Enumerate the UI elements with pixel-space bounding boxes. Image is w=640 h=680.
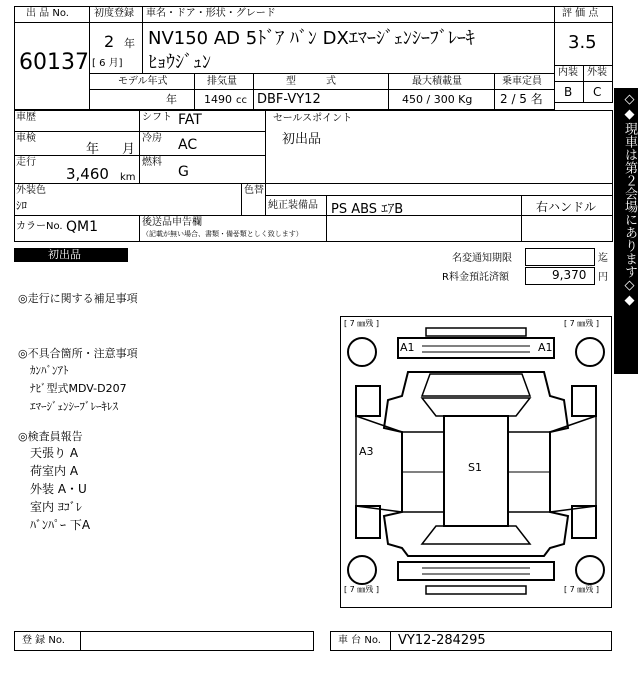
aftermarket-label: 後送品申告欄 (142, 217, 202, 228)
damage-mark: A1 (538, 341, 553, 354)
score-value: 3.5 (568, 32, 597, 53)
car-name-line2: ﾋｮｳｼﾞｭﾝ (148, 52, 211, 73)
rear-bumper (398, 562, 554, 580)
inspector-item: ﾊﾞﾝﾊﾟｰ 下A (30, 518, 91, 532)
score-label: 評 価 点 (562, 8, 599, 19)
ext-color-label: 外装色 (16, 185, 46, 196)
tire-rear-left (348, 556, 376, 584)
type-value: DBF-VY12 (257, 92, 321, 107)
model-year-value: 年 (166, 93, 177, 106)
color-no-value: QM1 (66, 219, 99, 235)
damage-mark: A1 (400, 341, 415, 354)
tire-depth-tag: [ 7 ㎜残 ] (344, 319, 379, 328)
recycle-value: 9,370 (552, 268, 587, 282)
first-reg-year: 2 (104, 32, 115, 51)
inspector-item: 荷室内 A (30, 464, 79, 478)
car-name-line1: NV150 AD 5ﾄﾞｱ ﾊﾞﾝ DXｴﾏｰｼﾞｪﾝｼｰﾌﾞﾚｰｷ (148, 28, 475, 49)
car-name-header-label: 車名・ドア・形状・グレード (146, 8, 276, 19)
damage-mark: A3 (359, 445, 374, 458)
transfer-deadline-field (525, 248, 595, 266)
inspector-item: 天張り A (30, 446, 79, 460)
defect-item: ｶﾝﾊﾞﾝｱﾄ (30, 364, 69, 377)
first-listing-text: 初出品 (48, 248, 81, 261)
transfer-deadline-label: 名変通知期限 (452, 253, 512, 264)
damage-mark: S1 (468, 461, 482, 474)
tire-front-right (576, 338, 604, 366)
max-load-label: 最大積載量 (412, 76, 462, 87)
mileage-unit: km (120, 172, 136, 183)
color-no-label: カラーNo. (16, 221, 63, 232)
interior-value: B (564, 85, 573, 99)
driving-notes-title: ◎走行に関する補足事項 (18, 292, 138, 305)
first-reg-year-unit: 年 (124, 37, 135, 50)
model-year-label: モデル年式 (118, 76, 168, 87)
tire-rear-right (576, 556, 604, 584)
chassis-no-label: 車 台 No. (338, 635, 381, 646)
chassis-no-value: VY12-284295 (398, 633, 486, 648)
ext-color-value: ｼﾛ (16, 199, 27, 212)
color-change-label: 色替 (244, 185, 264, 196)
lot-label: 出 品 No. (26, 8, 69, 19)
mileage-label: 走行 (16, 157, 36, 168)
reg-no-label: 登 録 No. (22, 635, 65, 646)
aircon-value: AC (178, 137, 198, 153)
fuel-label: 燃料 (142, 157, 162, 168)
type-label: 型 式 (286, 76, 336, 87)
defects-title: ◎不具合箇所・注意事項 (18, 347, 138, 360)
shift-label: シフト (142, 112, 172, 123)
inspector-item: 室内 ﾖｺﾞﾚ (30, 500, 82, 514)
inspection-month: 月 (122, 142, 136, 157)
inspector-item: 外装 A・U (30, 482, 87, 496)
lot-number: 60137 (19, 50, 89, 75)
recycle-unit: 円 (598, 272, 608, 283)
first-reg-month: [ 6 月] (92, 58, 123, 69)
displacement-label: 排気量 (207, 76, 237, 87)
fuel-value: G (178, 164, 189, 180)
interior-label: 内装 (558, 67, 578, 78)
details-left-block (14, 110, 266, 184)
tire-depth-tag: [ 7 ㎜残 ] (564, 585, 599, 594)
steering-value: 右ハンドル (536, 200, 597, 214)
aftermarket-sub: （記載が無い場合、書類・備품類としく致します） (142, 230, 303, 238)
capacity-label: 乗車定員 (502, 76, 542, 87)
transfer-deadline-suffix: 迄 (598, 253, 608, 264)
recycle-label: R料金預託済額 (442, 272, 509, 283)
displacement-value: 1490 (204, 93, 232, 106)
front-bumper (398, 338, 554, 358)
tire-depth-tag: [ 7 ㎜残 ] (344, 585, 379, 594)
defect-item: ﾅﾋﾞ型式MDV-D207 (30, 382, 127, 395)
tire-front-left (348, 338, 376, 366)
first-reg-label: 初度登録 (94, 8, 134, 19)
aircon-label: 冷房 (142, 133, 162, 144)
genuine-equip-label: 純正装備品 (268, 200, 318, 211)
shift-value: FAT (178, 112, 202, 128)
inspection-label: 車検 (16, 133, 36, 144)
mileage-value: 3,460 (66, 165, 109, 183)
genuine-equip-value: PS ABS ｴｱB (331, 202, 404, 217)
exterior-value: C (593, 85, 602, 99)
side-banner-text: ◇◆現車は第２会場にあります◇◆ (622, 92, 637, 308)
history-label: 車歴 (16, 112, 36, 123)
exterior-label: 外装 (587, 67, 607, 78)
defect-item: ｴﾏｰｼﾞｪﾝｼｰﾌﾞﾚｰｷﾚｽ (30, 400, 118, 413)
ext-color-cell (14, 183, 266, 216)
inspection-year: 年 (86, 142, 100, 157)
capacity-value: 2 / 5 名 (500, 92, 543, 106)
sales-point-label: セールスポイント (273, 113, 353, 124)
sales-point-value: 初出品 (282, 132, 322, 147)
tire-depth-tag: [ 7 ㎜残 ] (564, 319, 599, 328)
max-load-value: 450 / 300 Kg (402, 93, 473, 106)
displacement-unit: cc (236, 95, 247, 106)
inspector-title: ◎検査員報告 (18, 430, 83, 443)
